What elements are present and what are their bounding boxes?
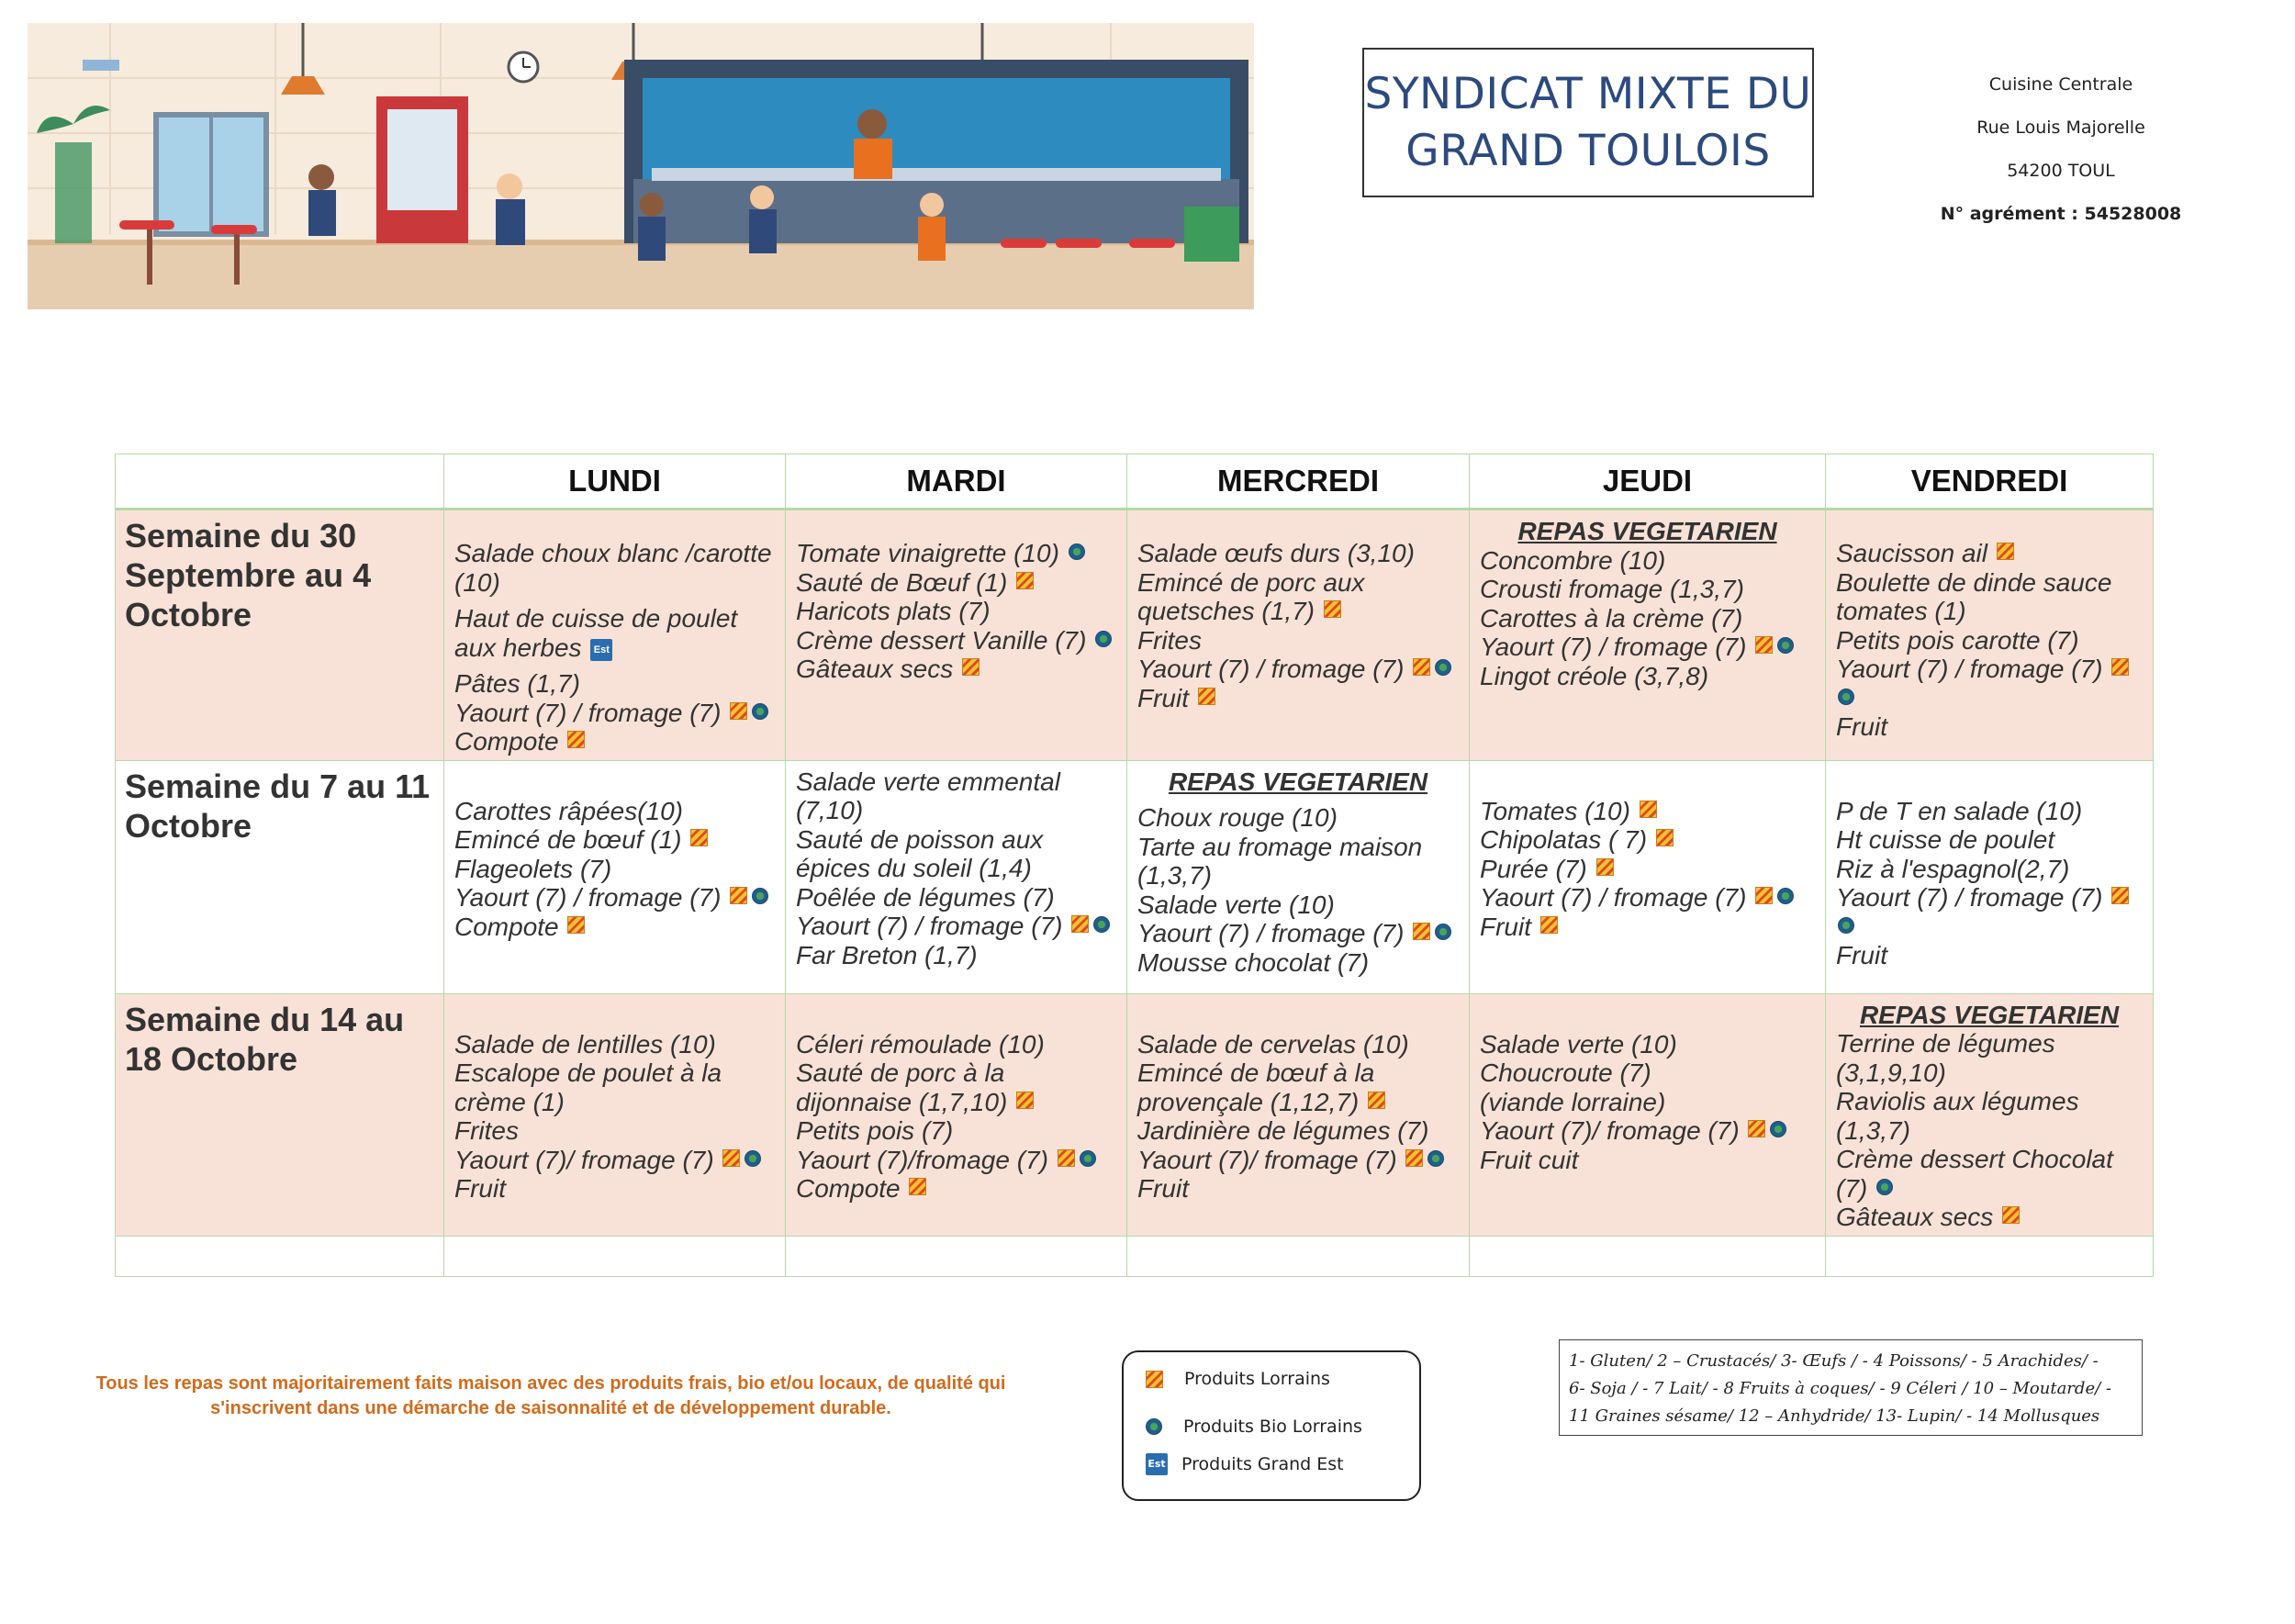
lorraine-product-icon: [1755, 636, 1773, 654]
title-line-2: GRAND TOULOIS: [1405, 125, 1771, 176]
dish: Choucroute (7): [1480, 1058, 1651, 1087]
dish: Emincé de porc aux quetsches (1,7): [1137, 567, 1365, 625]
empty-cell: [786, 1236, 1127, 1276]
dish: Compote: [454, 727, 775, 756]
lorraine-product-icon: [1748, 1120, 1765, 1137]
dish: Fruit: [1480, 913, 1815, 942]
bio-lorraine-icon: [1435, 924, 1451, 940]
dish: Yaourt (7) / fromage (7): [1137, 919, 1459, 948]
product-legend: [1122, 1350, 1421, 1501]
lorraine-product-icon: [1596, 858, 1614, 876]
table-row: [116, 510, 2154, 761]
empty-cell: [1470, 1236, 1826, 1276]
bio-lorraine-icon: [1095, 631, 1112, 647]
allergen-list: [1559, 1339, 2143, 1436]
vegetarian-heading: REPAS VEGETARIEN: [1859, 1000, 2120, 1029]
dish: Yaourt (7) / fromage (7): [454, 699, 775, 728]
grand-est-icon: Est: [590, 639, 612, 661]
menu-cell: [1826, 993, 2154, 1236]
lorraine-product-icon: [730, 702, 747, 720]
menu-cell: [444, 760, 786, 993]
lorraine-product-icon: [567, 731, 585, 748]
dish: Sauté de porc à la dijonnaise (1,7,10): [796, 1058, 1116, 1116]
bio-lorraine-icon: [1838, 689, 1854, 705]
bio-lorraine-icon: [752, 888, 768, 904]
dish: Gâteaux secs: [1836, 1203, 2143, 1232]
legend-item-grand-est: [1144, 1453, 1344, 1475]
dish: Flageolets (7): [454, 854, 612, 883]
lorraine-product-icon: [1997, 543, 2014, 560]
lorraine-product-icon: [1146, 1371, 1163, 1388]
dish: Far Breton (1,7): [796, 940, 978, 969]
dish: Yaourt (7) / fromage (7): [1480, 883, 1815, 913]
table-row-empty: [116, 1236, 2154, 1276]
lorraine-product-icon: [962, 658, 980, 676]
lorraine-product-icon: [2111, 658, 2129, 676]
dish: Yaourt (7) / fromage (7): [1836, 655, 2143, 712]
bio-lorraine-icon: [1770, 1121, 1786, 1137]
allergen-line: 11 Graines sésame/ 12 – Anhydride/ 13- Lupin/ - 14 Mollusques: [1569, 1406, 2100, 1426]
lorraine-product-icon: [1058, 1149, 1075, 1167]
lorraine-product-icon: [2111, 887, 2129, 904]
lorraine-product-icon: [1656, 829, 1674, 846]
dish: Salade verte (10): [1137, 890, 1335, 919]
dish: Salade œufs durs (3,10): [1137, 539, 1415, 567]
title-line-1: SYNDICAT MIXTE DU: [1364, 69, 1812, 120]
organization-title-box: [1362, 48, 1814, 197]
lorraine-product-icon: [1755, 887, 1773, 904]
dish: Saucisson ail: [1836, 539, 2143, 568]
bio-lorraine-icon: [1146, 1418, 1162, 1435]
lorraine-product-icon: [690, 829, 708, 846]
address-block: [1909, 70, 2212, 242]
dish: Ht cuisse de poulet: [1836, 825, 2055, 854]
lorraine-product-icon: [1324, 600, 1341, 618]
legend-item-bio: [1144, 1417, 1362, 1437]
dish: Purée (7): [1480, 855, 1815, 884]
dish: Tomate vinaigrette (10): [796, 539, 1116, 568]
dish: Yaourt (7)/ fromage (7): [1137, 1146, 1459, 1175]
bio-lorraine-icon: [752, 703, 768, 720]
bio-lorraine-icon: [1777, 888, 1794, 904]
dish: Fruit: [1137, 684, 1459, 713]
menu-cell: [1127, 760, 1470, 993]
dish: Concombre (10): [1480, 545, 1666, 575]
menu-cell: [786, 510, 1127, 761]
agrement-number: N° agrément : 54528008: [1940, 204, 2182, 224]
menu-cell: [1127, 993, 1470, 1236]
lorraine-product-icon: [1405, 1149, 1423, 1167]
dish: Poêlée de légumes (7): [796, 882, 1055, 912]
day-header: MARDI: [786, 454, 1127, 510]
dish: Fruit: [454, 1174, 506, 1203]
bio-lorraine-icon: [1838, 917, 1854, 934]
weekly-menu-table: [115, 454, 2154, 1277]
allergen-line: 6- Soja / - 7 Lait/ - 8 Fruits à coques/ - 9 Céleri / 10 – Moutarde/ -: [1569, 1379, 2111, 1398]
dish: Yaourt (7)/ fromage (7): [454, 1146, 775, 1175]
address-line: 54200 TOUL: [2007, 161, 2115, 181]
dish: Yaourt (7) / fromage (7): [796, 912, 1116, 941]
day-header: LUNDI: [444, 454, 786, 510]
dish: Lingot créole (3,7,8): [1480, 661, 1709, 690]
lorraine-product-icon: [909, 1178, 926, 1195]
day-header: MERCREDI: [1127, 454, 1470, 510]
dish: Fruit: [1137, 1174, 1189, 1203]
menu-cell: [1826, 510, 2154, 761]
dish: Raviolis aux légumes (1,3,7): [1836, 1087, 2079, 1145]
empty-cell: [1826, 1236, 2154, 1276]
dish: P de T en salade (10): [1836, 796, 2083, 825]
week-label: Semaine du 14 au 18 Octobre: [116, 993, 444, 1236]
dish: Salade de lentilles (10): [454, 1029, 716, 1058]
dish: Yaourt (7)/fromage (7): [796, 1146, 1116, 1175]
dish: Pâtes (1,7): [454, 669, 580, 698]
bio-lorraine-icon: [1427, 1150, 1444, 1167]
vegetarian-heading: REPAS VEGETARIEN: [1168, 767, 1428, 796]
dish: Emincé de bœuf (1): [454, 825, 775, 855]
dish: Terrine de légumes (3,1,9,10): [1836, 1029, 2055, 1087]
lorraine-product-icon: [1413, 658, 1430, 676]
dish: Frites: [1137, 625, 1202, 655]
dish: Yaourt (7) / fromage (7): [1836, 883, 2143, 941]
lorraine-product-icon: [1413, 923, 1430, 940]
lorraine-product-icon: [1368, 1092, 1385, 1109]
week-label: Semaine du 30 Septembre au 4 Octobre: [116, 510, 444, 761]
bio-lorraine-icon: [1069, 543, 1085, 560]
dish: Emincé de bœuf à la provençale (1,12,7): [1137, 1058, 1459, 1116]
empty-cell: [1127, 1236, 1470, 1276]
dish: Crème dessert Vanille (7): [796, 626, 1116, 655]
legend-label: Produits Bio Lorrains: [1183, 1417, 1362, 1437]
empty-cell: [444, 1236, 786, 1276]
dish: Crousti fromage (1,3,7): [1480, 575, 1744, 603]
bio-lorraine-icon: [1435, 659, 1451, 676]
dish: Haricots plats (7): [796, 597, 991, 625]
bio-lorraine-icon: [744, 1150, 761, 1167]
week-label: Semaine du 7 au 11 Octobre: [116, 760, 444, 993]
lorraine-product-icon: [2002, 1206, 2020, 1224]
bio-lorraine-icon: [1777, 637, 1794, 654]
dish: Salade verte emmental (7,10): [796, 767, 1060, 824]
dish: Choux rouge (10): [1137, 803, 1338, 832]
empty-cell: [116, 1236, 444, 1276]
day-header: VENDREDI: [1826, 454, 2154, 510]
dish: Carottes à la crème (7): [1480, 603, 1743, 633]
dish: Sauté de poisson aux épices du soleil (1,4): [796, 824, 1044, 882]
dish: Boulette de dinde sauce tomates (1): [1836, 567, 2112, 625]
menu-cell: [1470, 993, 1826, 1236]
menu-cell: [1127, 510, 1470, 761]
dish: Chipolatas ( 7): [1480, 825, 1815, 855]
dish: Yaourt (7) / fromage (7): [454, 883, 775, 913]
corner-cell: [116, 454, 444, 510]
dish: Gâteaux secs: [796, 655, 1116, 684]
lorraine-product-icon: [567, 916, 585, 934]
dish: Salade de cervelas (10): [1137, 1029, 1409, 1058]
menu-cell: [1470, 760, 1826, 993]
dish: Jardinière de légumes (7): [1137, 1116, 1429, 1145]
dish: Fruit: [1836, 941, 1887, 969]
dish: (viande lorraine): [1480, 1087, 1666, 1116]
dish: Haut de cuisse de poulet aux herbes Est: [454, 604, 738, 662]
dish: Petits pois carotte (7): [1836, 625, 2079, 655]
dish: Petits pois (7): [796, 1116, 954, 1145]
lorraine-product-icon: [730, 887, 747, 904]
menu-cell: [786, 993, 1127, 1236]
dish: Sauté de Bœuf (1): [796, 568, 1116, 598]
dish: Fruit cuit: [1480, 1145, 1579, 1174]
lorraine-product-icon: [722, 1149, 740, 1167]
vegetarian-heading: REPAS VEGETARIEN: [1517, 517, 1777, 545]
dish: Tomates (10): [1480, 797, 1815, 826]
menu-cell: [1826, 760, 2154, 993]
lorraine-product-icon: [1540, 916, 1558, 934]
dish: Salade verte (10): [1480, 1029, 1677, 1058]
grand-est-icon: Est: [1146, 1453, 1168, 1475]
bio-lorraine-icon: [1876, 1179, 1893, 1195]
lorraine-product-icon: [1198, 688, 1215, 705]
dish: Yaourt (7) / fromage (7): [1480, 633, 1815, 662]
legend-label: Produits Lorrains: [1184, 1369, 1330, 1389]
dish: Yaourt (7) / fromage (7): [1137, 655, 1459, 684]
dish: Escalope de poulet à la crème (1): [454, 1058, 722, 1116]
lorraine-product-icon: [1016, 1092, 1034, 1109]
table-row: [116, 760, 2154, 993]
dish: Carottes râpées(10): [454, 796, 684, 825]
lorraine-product-icon: [1016, 572, 1034, 589]
dish: Mousse chocolat (7): [1137, 947, 1370, 977]
lorraine-product-icon: [1071, 915, 1089, 933]
canteen-banner-illustration: [28, 23, 1254, 309]
allergen-line: 1- Gluten/ 2 – Crustacés/ 3- Œufs / - 4 Poissons/ - 5 Arachides/ -: [1569, 1351, 2099, 1371]
lorraine-product-icon: [1640, 801, 1657, 818]
dish: Frites: [454, 1116, 519, 1145]
day-header: JEUDI: [1470, 454, 1826, 510]
homemade-statement: Tous les repas sont majoritairement faits maison avec des produits frais, bio et/ou locaux, de qualité qui s'inscrivent dans une démarche de saisonnalité et de développement durable.: [95, 1373, 1006, 1418]
bio-lorraine-icon: [1080, 1150, 1096, 1167]
dish: Compote: [796, 1174, 1116, 1204]
address-line: Rue Louis Majorelle: [1976, 118, 2145, 138]
address-line: Cuisine Centrale: [1988, 74, 2133, 95]
dish: Riz à l'espagnol(2,7): [1836, 854, 2070, 883]
menu-cell: [1470, 510, 1826, 761]
table-row: [116, 993, 2154, 1236]
legend-label: Produits Grand Est: [1181, 1454, 1344, 1474]
dish: Compote: [454, 913, 775, 942]
menu-cell: [444, 993, 786, 1236]
dish: Yaourt (7)/ fromage (7): [1480, 1116, 1815, 1146]
bio-lorraine-icon: [1093, 916, 1110, 933]
dish: Céleri rémoulade (10): [796, 1029, 1045, 1058]
table-header-row: [116, 454, 2154, 510]
menu-cell: [786, 760, 1127, 993]
dish: Salade choux blanc /carotte (10): [454, 539, 772, 597]
dish: Fruit: [1836, 712, 1887, 741]
dish: Tarte au fromage maison (1,3,7): [1137, 832, 1423, 890]
menu-cell: [444, 510, 786, 761]
legend-item-lorrains: [1144, 1369, 1330, 1389]
dish: Crème dessert Chocolat (7): [1836, 1145, 2113, 1203]
